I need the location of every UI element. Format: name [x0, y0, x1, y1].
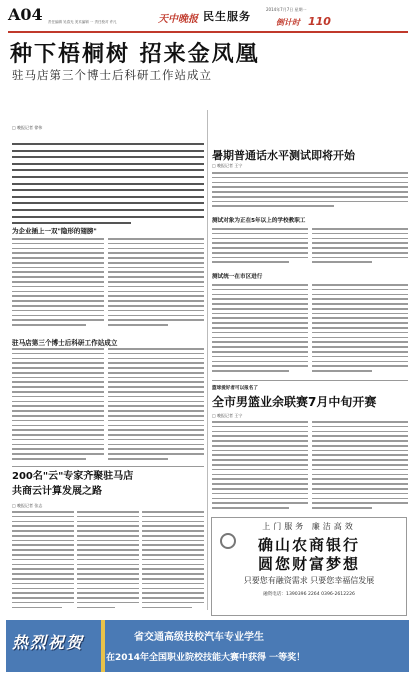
putonghua-byline: □ 晚报记者 王宁: [212, 163, 243, 168]
editor-credits: 责任编辑 吴春光 美术编辑 一 责任校对 许凡: [48, 20, 117, 24]
body-text-column: [212, 228, 308, 268]
body-text-column: [312, 284, 408, 376]
countdown-number: 110: [308, 15, 331, 28]
ad-service-slogan: 上门服务 廉洁高效: [262, 522, 356, 531]
ad-bank-name: 确山农商银行: [257, 536, 360, 554]
body-text-column: [142, 511, 204, 615]
divider: [212, 380, 408, 381]
section-heading-workstation: 驻马店第三个博士后科研工作站成立: [12, 339, 118, 347]
cloud-byline: □ 晚报记者 张志: [12, 503, 43, 508]
lead-headline: 种下梧桐树 招来金凤凰: [10, 42, 260, 67]
body-text-column: [108, 348, 204, 464]
body-text-column: [212, 284, 308, 376]
banner-stripe: [101, 620, 105, 672]
article-title-line: 200名"云"专家齐聚驻马店: [12, 471, 134, 482]
banner-line-2: 在2014年全国职业院校技能大赛中获得 一等奖！: [106, 653, 306, 663]
article-title-basketball: 全市男篮业余联赛7月中旬开赛: [212, 395, 377, 409]
body-text-column: [312, 421, 408, 513]
body-text-column: [12, 511, 74, 615]
section-heading-wings: 为企业插上一双"隐形的翅膀": [12, 227, 97, 235]
congratulation-banner: [6, 620, 409, 672]
ad-bank-slogan: 圆您财富梦想: [257, 555, 360, 573]
body-text-column: [108, 238, 204, 334]
article-title-cloud: [12, 469, 133, 499]
page-number: A04: [8, 5, 43, 24]
basketball-byline: □ 晚报记者 王宁: [212, 413, 243, 418]
newspaper-logo: 天中晚报: [158, 14, 198, 25]
countdown-label: 倒计时: [276, 18, 300, 27]
issue-date: 2014年7月7日 星期一: [266, 7, 307, 12]
body-text-column: [212, 172, 408, 212]
body-text-column: [312, 228, 408, 268]
body-text-column: [12, 238, 104, 334]
lead-subhead: 驻马店第三个博士后科研工作站成立: [12, 68, 212, 82]
column-divider: [207, 110, 208, 610]
section-heading-test-location: 测试统一在市区进行: [212, 274, 263, 280]
article-title-putonghua: 暑期普通话水平测试即将开始: [212, 149, 355, 162]
masthead: [8, 3, 408, 33]
body-text-column: [77, 511, 139, 615]
basketball-kicker: 篮球爱好者可以报名了: [212, 386, 258, 391]
section-heading-test-target: 测试对象为正在5年以上的学校教职工: [212, 218, 306, 224]
article-title-line: 共商云计算发展之路: [12, 486, 102, 497]
banner-line-1: 省交通高级技校汽车专业学生: [134, 632, 264, 643]
section-title: 民生服务: [203, 10, 251, 23]
body-text-column: [12, 348, 104, 464]
lead-intro-text: [12, 143, 204, 221]
lead-byline: □ 晚报记者 徐伟: [12, 125, 43, 130]
banner-congrats: 热烈祝贺: [12, 633, 85, 652]
ad-bank-tagline: 只要您有融资需求 只要您幸福信发展: [243, 576, 375, 585]
divider: [12, 466, 204, 467]
bank-advertisement: [211, 517, 407, 616]
ad-bank-phone: 融资电话：1390396 2264 0396-2612226: [263, 592, 355, 597]
body-text-column: [212, 421, 308, 513]
